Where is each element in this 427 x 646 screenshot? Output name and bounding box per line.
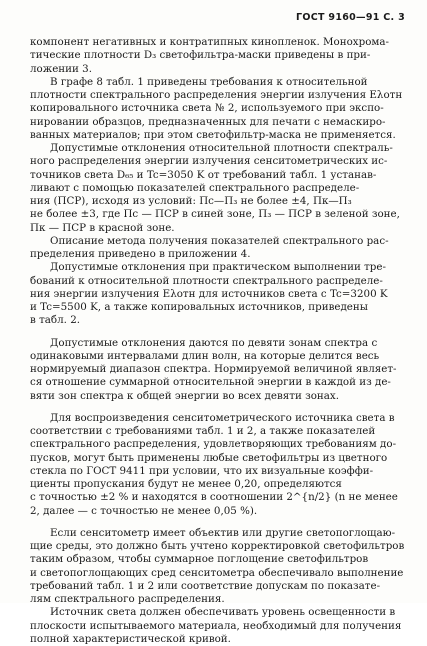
text-line: Допустимые отклонения при практическом выполнении тре- (50, 261, 386, 274)
text-line: компонент негативных и контратипных кинопленок. Монохрома- (30, 36, 390, 48)
text-line: ложении 3. (30, 62, 92, 75)
text-line: спектрального распределения, удовлетворяющих требованиям до- (30, 438, 397, 451)
text-line: Допустимые отклонения относительной плотности спектраль- (50, 142, 393, 154)
text-line: полной характеристической кривой. (30, 632, 231, 645)
text-line: щие среды, это должно быть учтено корректировкой светофильтров (30, 540, 405, 552)
text-line: вяти зон спектра к общей энергии во всех девяти зонах. (30, 389, 340, 402)
text-line: точников света D₆₅ и Tc=3050 K от требований табл. 1 устанав- (30, 168, 377, 181)
document-body (30, 36, 404, 646)
text-line: циенты пропускания будут не менее 0,20, определяются (30, 478, 342, 490)
text-line: тические плотности D₃ светофильтра-маски приведены в при- (30, 49, 371, 62)
text-line: ливают с помощью показателей спектрального распределе- (30, 181, 360, 194)
text-line: копировального источника света № 2, используемого при экспо- (30, 102, 384, 115)
text-line: Допустимые отклонения даются по девяти зонам спектра с (50, 336, 378, 349)
text-line: ния (ПСР), исходя из условий: Пс—П₃ не более ±4, Пк—П₃ (30, 195, 352, 207)
text-line: соответствии с требованиями табл. 1 и 2, а также показателей (30, 425, 376, 437)
text-line: не более ±3, где Пс — ПСР в синей зоне, П₃ — ПСР в зеленой зоне, (30, 208, 400, 221)
text-line: лям спектрального распределения. (30, 593, 225, 605)
text-line: и Tc=5500 K, а также копировальных источников, приведены (30, 301, 368, 313)
text-line: таким образом, чтобы суммарное поглощение светофильтров (30, 553, 369, 566)
text-line: пусков, могут быть применены любые светофильтры из цветного (30, 451, 388, 464)
text-line: ного распределения энергии излучения сенситометрических ис- (30, 155, 388, 168)
paragraph (30, 412, 404, 518)
paragraph-gap (30, 403, 404, 412)
paragraph (30, 36, 404, 76)
text-line: в табл. 2. (30, 314, 81, 327)
text-line: Пк — ПСР в красной зоне. (30, 221, 175, 234)
paragraph (30, 527, 404, 607)
text-line: одинаковыми интервалами длин волн, на которые делится весь (30, 349, 380, 362)
text-line: Если сенситометр имеет объектив или другие светопоглощаю- (50, 526, 396, 539)
paragraph-gap (30, 328, 404, 337)
text-line: Источник света должен обеспечивать уровень освещенности в (50, 606, 396, 619)
text-line: плоскости испытываемого материала, необходимый для получения (30, 619, 402, 632)
text-line: с точностью ±2 % и находятся в соотношении 2^{n/2} (n не менее (30, 491, 398, 504)
text-line: нормируемый диапазон спектра. Нормируемой величиной являет- (30, 363, 397, 375)
text-line: Описание метода получения показателей спектрального рас- (50, 234, 389, 247)
text-line: ся отношение суммарной относительной энергии в каждой из де- (30, 376, 391, 389)
text-line: бований к относительной плотности спектрального распределе- (30, 274, 383, 287)
text-line: 2, далее — с точностью не менее 0,05 %). (30, 504, 258, 517)
paragraph (30, 606, 404, 646)
text-line: требований табл. 1 и 2 или соответствие допускам по показате- (30, 579, 381, 592)
paragraph-gap (30, 518, 404, 527)
text-line: ния энергии излучения Eλотн для источников света с Tc=3200 K (30, 287, 388, 300)
text-line: плотности спектрального распределения энергии излучения Eλотн (30, 89, 403, 101)
text-line: стекла по ГОСТ 9411 при условии, что их визуальные коэффи- (30, 464, 374, 477)
text-line: Для воспроизведения сенситометрического источника света в (50, 411, 395, 424)
paragraph (30, 261, 404, 327)
paragraph (30, 76, 404, 142)
text-line: и светопоглощающих сред сенситометра обеспечивало выполнение (30, 566, 404, 579)
paragraph (30, 142, 404, 235)
text-line: пределения приведено в приложении 4. (30, 248, 251, 260)
text-line: В графе 8 табл. 1 приведены требования к относительной (50, 75, 368, 88)
paragraph (30, 235, 404, 262)
paragraph (30, 337, 404, 403)
page-header: ГОСТ 9160—91 С. 3 (296, 12, 405, 23)
text-line: нировании образцов, предназначенных для печати с немаскиро- (30, 115, 386, 128)
text-line: ванных материалов; при этом светофильтр-маска не применяется. (30, 128, 396, 141)
